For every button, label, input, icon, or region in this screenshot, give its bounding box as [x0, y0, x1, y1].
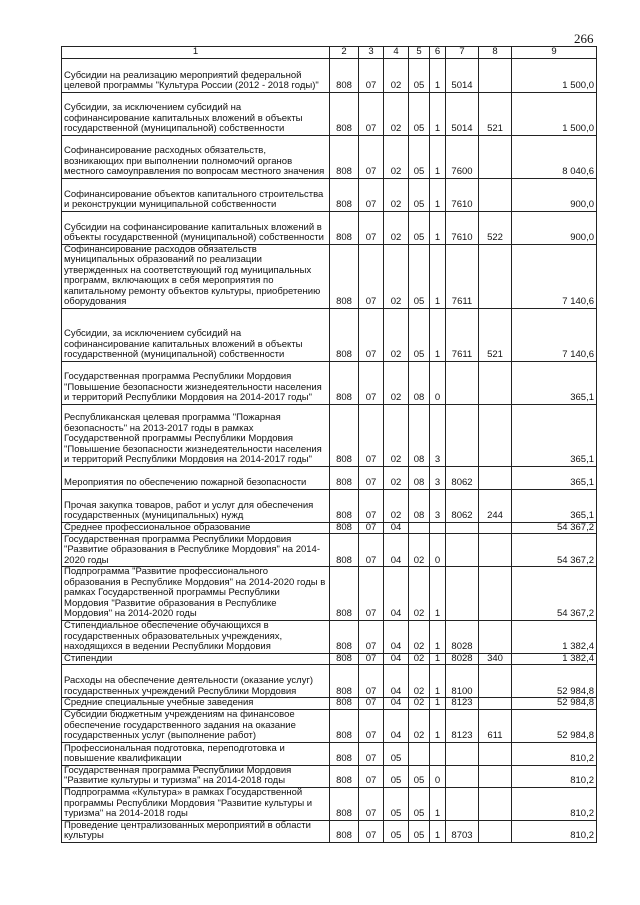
table-row: [62, 466, 597, 489]
table-row: [62, 620, 597, 653]
row-code-cell-c7: 8100: [446, 665, 479, 698]
row-code-cell-c6: 1: [430, 709, 446, 742]
row-code-cell-c5: 05: [409, 58, 430, 92]
row-code-cell-c2: 808: [330, 665, 359, 698]
row-code-cell-c7: [446, 742, 479, 765]
row-code-cell-c8: [479, 244, 512, 308]
table-row: [62, 522, 597, 534]
header-cell-6: 6: [430, 47, 446, 59]
row-code-cell-c4: 05: [384, 742, 409, 765]
row-name-cell: Субсидии, за исключением субсидий на софинансирование капитальных вложений в объекты государственной (муниципальной) собственности: [62, 308, 330, 361]
row-code-cell-c2: 808: [330, 567, 359, 621]
row-code-cell-c4: 04: [384, 567, 409, 621]
row-code-cell-c8: [479, 820, 512, 842]
row-code-cell-c6: 1: [430, 135, 446, 178]
row-code-cell-c6: 1: [430, 665, 446, 698]
row-code-cell-c6: 3: [430, 466, 446, 489]
row-code-cell-c4: 04: [384, 709, 409, 742]
table-row: [62, 135, 597, 178]
row-code-cell-c8: [479, 522, 512, 534]
row-code-cell-c5: 05: [409, 308, 430, 361]
row-code-cell-c2: 808: [330, 404, 359, 466]
row-code-cell-c6: 0: [430, 361, 446, 404]
row-code-cell-c2: 808: [330, 466, 359, 489]
table-row: [62, 698, 597, 710]
table-body: [62, 58, 597, 842]
row-amount-cell: 52 984,8: [512, 698, 597, 710]
row-code-cell-c2: 808: [330, 522, 359, 534]
row-amount-cell: 7 140,6: [512, 244, 597, 308]
row-code-cell-c4: 02: [384, 178, 409, 211]
table-row: [62, 820, 597, 842]
row-code-cell-c4: 04: [384, 522, 409, 534]
table-row: [62, 567, 597, 621]
table-row: [62, 244, 597, 308]
row-code-cell-c4: 02: [384, 135, 409, 178]
row-code-cell-c3: 07: [359, 567, 384, 621]
row-code-cell-c3: 07: [359, 92, 384, 135]
table-row: [62, 665, 597, 698]
row-code-cell-c7: [446, 765, 479, 787]
budget-table: [61, 46, 597, 843]
row-code-cell-c7: 8703: [446, 820, 479, 842]
row-code-cell-c4: 04: [384, 620, 409, 653]
row-code-cell-c2: 808: [330, 361, 359, 404]
table-row: [62, 787, 597, 820]
header-cell-9: 9: [512, 47, 597, 59]
row-code-cell-c7: 7610: [446, 211, 479, 244]
row-code-cell-c5: 05: [409, 135, 430, 178]
row-code-cell-c3: 07: [359, 361, 384, 404]
row-code-cell-c2: 808: [330, 534, 359, 567]
row-code-cell-c3: 07: [359, 787, 384, 820]
row-amount-cell: 900,0: [512, 211, 597, 244]
row-code-cell-c7: 7600: [446, 135, 479, 178]
row-code-cell-c2: 808: [330, 135, 359, 178]
row-amount-cell: 1 500,0: [512, 92, 597, 135]
row-code-cell-c4: 04: [384, 653, 409, 665]
row-code-cell-c6: 1: [430, 653, 446, 665]
row-code-cell-c8: 521: [479, 92, 512, 135]
row-code-cell-c4: 04: [384, 534, 409, 567]
row-code-cell-c6: 1: [430, 787, 446, 820]
row-code-cell-c3: 07: [359, 765, 384, 787]
row-name-cell: Проведение централизованных мероприятий в области культуры: [62, 820, 330, 842]
row-code-cell-c6: 1: [430, 178, 446, 211]
row-name-cell: Подпрограмма «Культура» в рамках Государственной программы Республики Мордовия "Развитие культуры и туризма" на 2014-2018 годы: [62, 787, 330, 820]
header-cell-3: 3: [359, 47, 384, 59]
row-code-cell-c3: 07: [359, 522, 384, 534]
row-code-cell-c2: 808: [330, 698, 359, 710]
row-code-cell-c2: 808: [330, 178, 359, 211]
row-code-cell-c3: 07: [359, 742, 384, 765]
row-code-cell-c7: [446, 361, 479, 404]
row-code-cell-c8: [479, 361, 512, 404]
row-code-cell-c2: 808: [330, 620, 359, 653]
row-code-cell-c2: 808: [330, 765, 359, 787]
row-code-cell-c2: 808: [330, 92, 359, 135]
table-row: [62, 211, 597, 244]
row-amount-cell: 54 367,2: [512, 567, 597, 621]
row-code-cell-c6: [430, 522, 446, 534]
row-code-cell-c4: 05: [384, 820, 409, 842]
row-code-cell-c2: 808: [330, 211, 359, 244]
row-name-cell: Стипендии: [62, 653, 330, 665]
row-code-cell-c5: 02: [409, 653, 430, 665]
row-code-cell-c3: 07: [359, 466, 384, 489]
row-code-cell-c4: 02: [384, 211, 409, 244]
table-row: [62, 92, 597, 135]
row-code-cell-c4: 05: [384, 765, 409, 787]
row-code-cell-c2: 808: [330, 787, 359, 820]
row-code-cell-c7: [446, 522, 479, 534]
row-name-cell: Стипендиальное обеспечение обучающихся в государственных образовательных учреждениях, находящихся в ведении Республики Мордовия: [62, 620, 330, 653]
row-name-cell: Государственная программа Республики Мордовия "Повышение безопасности жизнедеятельности населения и территорий Республики Мордовия на 2014-2017 годы": [62, 361, 330, 404]
row-name-cell: Субсидии, за исключением субсидий на софинансирование капитальных вложений в объекты государственной (муниципальной) собственности: [62, 92, 330, 135]
row-code-cell-c4: 02: [384, 489, 409, 522]
row-code-cell-c4: 02: [384, 466, 409, 489]
row-code-cell-c6: 1: [430, 620, 446, 653]
row-code-cell-c6: 0: [430, 534, 446, 567]
row-code-cell-c3: 07: [359, 178, 384, 211]
row-code-cell-c8: [479, 567, 512, 621]
row-name-cell: Республиканская целевая программа "Пожарная безопасность" на 2013-2017 годы в рамках Государственной программы Республики Мордовия "Повышение безопасности жизнедеятельности населения и территорий Республики Мордовия на 2014-2017 годы": [62, 404, 330, 466]
row-name-cell: Субсидии на реализацию мероприятий федеральной целевой программы "Культура России (2012 - 2018 годы)": [62, 58, 330, 92]
row-code-cell-c4: 02: [384, 92, 409, 135]
row-code-cell-c2: 808: [330, 709, 359, 742]
table-row: [62, 742, 597, 765]
row-amount-cell: 8 040,6: [512, 135, 597, 178]
row-code-cell-c8: [479, 466, 512, 489]
row-code-cell-c7: [446, 534, 479, 567]
row-amount-cell: 810,2: [512, 765, 597, 787]
row-name-cell: Профессиональная подготовка, переподготовка и повышение квалификации: [62, 742, 330, 765]
row-code-cell-c8: [479, 620, 512, 653]
row-name-cell: Софинансирование объектов капитального строительства и реконструкции муниципальной собственности: [62, 178, 330, 211]
row-code-cell-c8: [479, 404, 512, 466]
row-amount-cell: 810,2: [512, 742, 597, 765]
page-number: 266: [574, 31, 594, 46]
row-name-cell: Средние специальные учебные заведения: [62, 698, 330, 710]
table-row: [62, 489, 597, 522]
row-amount-cell: 365,1: [512, 404, 597, 466]
row-code-cell-c4: 02: [384, 308, 409, 361]
row-code-cell-c4: 04: [384, 698, 409, 710]
table-row: [62, 653, 597, 665]
row-code-cell-c4: 02: [384, 244, 409, 308]
row-code-cell-c2: 808: [330, 308, 359, 361]
row-code-cell-c8: [479, 698, 512, 710]
row-code-cell-c6: 1: [430, 58, 446, 92]
row-code-cell-c8: 521: [479, 308, 512, 361]
row-code-cell-c2: 808: [330, 820, 359, 842]
row-code-cell-c3: 07: [359, 308, 384, 361]
table-header-row: [62, 47, 597, 59]
row-code-cell-c3: 07: [359, 404, 384, 466]
row-code-cell-c3: 07: [359, 211, 384, 244]
row-amount-cell: 365,1: [512, 361, 597, 404]
row-code-cell-c2: 808: [330, 244, 359, 308]
row-code-cell-c5: 05: [409, 178, 430, 211]
row-code-cell-c6: 1: [430, 244, 446, 308]
row-code-cell-c5: [409, 742, 430, 765]
row-code-cell-c8: [479, 765, 512, 787]
row-code-cell-c5: 05: [409, 244, 430, 308]
row-code-cell-c5: 05: [409, 820, 430, 842]
row-code-cell-c6: 1: [430, 820, 446, 842]
row-code-cell-c6: 1: [430, 92, 446, 135]
row-amount-cell: 54 367,2: [512, 522, 597, 534]
row-code-cell-c5: 02: [409, 698, 430, 710]
row-code-cell-c3: 07: [359, 244, 384, 308]
row-code-cell-c3: 07: [359, 489, 384, 522]
row-amount-cell: 900,0: [512, 178, 597, 211]
row-code-cell-c4: 02: [384, 404, 409, 466]
row-code-cell-c7: 7610: [446, 178, 479, 211]
row-name-cell: Софинансирование расходных обязательств, возникающих при выполнении полномочий органов местного самоуправления по вопросам местного значения: [62, 135, 330, 178]
row-code-cell-c3: 07: [359, 653, 384, 665]
row-code-cell-c7: 5014: [446, 92, 479, 135]
row-code-cell-c8: [479, 58, 512, 92]
table-row: [62, 178, 597, 211]
row-code-cell-c8: 522: [479, 211, 512, 244]
row-code-cell-c2: 808: [330, 489, 359, 522]
row-code-cell-c4: 02: [384, 361, 409, 404]
row-code-cell-c3: 07: [359, 698, 384, 710]
table-row: [62, 361, 597, 404]
row-code-cell-c5: 08: [409, 466, 430, 489]
row-code-cell-c5: [409, 522, 430, 534]
row-code-cell-c8: [479, 665, 512, 698]
row-name-cell: Государственная программа Республики Мордовия "Развитие культуры и туризма" на 2014-2018 годы: [62, 765, 330, 787]
table-row: [62, 534, 597, 567]
row-code-cell-c7: 8062: [446, 489, 479, 522]
row-code-cell-c2: 808: [330, 653, 359, 665]
row-code-cell-c6: 0: [430, 765, 446, 787]
row-code-cell-c3: 07: [359, 135, 384, 178]
row-code-cell-c3: 07: [359, 58, 384, 92]
row-code-cell-c4: 04: [384, 665, 409, 698]
row-code-cell-c7: 7611: [446, 244, 479, 308]
row-code-cell-c8: [479, 787, 512, 820]
row-amount-cell: 52 984,8: [512, 665, 597, 698]
row-name-cell: Мероприятия по обеспечению пожарной безопасности: [62, 466, 330, 489]
row-code-cell-c7: [446, 567, 479, 621]
row-code-cell-c8: 340: [479, 653, 512, 665]
row-name-cell: Прочая закупка товаров, работ и услуг для обеспечения государственных (муниципальных) нужд: [62, 489, 330, 522]
row-code-cell-c8: [479, 135, 512, 178]
row-code-cell-c3: 07: [359, 820, 384, 842]
row-amount-cell: 365,1: [512, 489, 597, 522]
row-name-cell: Подпрограмма "Развитие профессионального образования в Республике Мордовия" на 2014-2020 годы в рамках Государственной программы Республики Мордовия "Развитие образования в Республике Мордовия" на 2014-2020 годы: [62, 567, 330, 621]
row-code-cell-c6: 1: [430, 308, 446, 361]
row-name-cell: Расходы на обеспечение деятельности (оказание услуг) государственных учреждений Республики Мордовия: [62, 665, 330, 698]
row-code-cell-c6: 3: [430, 489, 446, 522]
row-name-cell: Софинансирование расходов обязательств муниципальных образований по реализации утвержденных на соответствующий год муниципальных программ, включающих в себя мероприятия по капитальному ремонту объектов культуры, приобретению оборудования: [62, 244, 330, 308]
row-code-cell-c3: 07: [359, 620, 384, 653]
header-cell-5: 5: [409, 47, 430, 59]
row-amount-cell: 1 382,4: [512, 653, 597, 665]
table-row: [62, 404, 597, 466]
row-code-cell-c8: 244: [479, 489, 512, 522]
row-code-cell-c6: 3: [430, 404, 446, 466]
row-code-cell-c7: [446, 404, 479, 466]
row-code-cell-c7: 5014: [446, 58, 479, 92]
table-row: [62, 765, 597, 787]
row-code-cell-c8: [479, 178, 512, 211]
row-amount-cell: 1 500,0: [512, 58, 597, 92]
row-code-cell-c8: 611: [479, 709, 512, 742]
row-code-cell-c4: 02: [384, 58, 409, 92]
row-code-cell-c5: 02: [409, 709, 430, 742]
row-code-cell-c5: 02: [409, 567, 430, 621]
row-name-cell: Государственная программа Республики Мордовия "Развитие образования в Республике Мордовия" на 2014-2020 годы: [62, 534, 330, 567]
row-code-cell-c7: [446, 787, 479, 820]
row-code-cell-c6: [430, 742, 446, 765]
header-cell-8: 8: [479, 47, 512, 59]
row-code-cell-c5: 02: [409, 665, 430, 698]
row-amount-cell: 810,2: [512, 787, 597, 820]
row-code-cell-c3: 07: [359, 665, 384, 698]
row-code-cell-c7: 8123: [446, 709, 479, 742]
row-code-cell-c5: 02: [409, 534, 430, 567]
row-amount-cell: 54 367,2: [512, 534, 597, 567]
header-cell-2: 2: [330, 47, 359, 59]
row-code-cell-c5: 08: [409, 361, 430, 404]
row-amount-cell: 365,1: [512, 466, 597, 489]
row-code-cell-c5: 05: [409, 211, 430, 244]
row-code-cell-c5: 08: [409, 404, 430, 466]
row-code-cell-c5: 02: [409, 620, 430, 653]
row-code-cell-c7: 8028: [446, 653, 479, 665]
row-code-cell-c7: 7611: [446, 308, 479, 361]
row-code-cell-c6: 1: [430, 698, 446, 710]
row-code-cell-c7: 8028: [446, 620, 479, 653]
row-name-cell: Субсидии на софинансирование капитальных вложений в объекты государственной (муниципальной) собственности: [62, 211, 330, 244]
row-code-cell-c8: [479, 534, 512, 567]
header-cell-1: 1: [62, 47, 330, 59]
row-code-cell-c5: 05: [409, 787, 430, 820]
row-amount-cell: 1 382,4: [512, 620, 597, 653]
row-amount-cell: 7 140,6: [512, 308, 597, 361]
row-amount-cell: 810,2: [512, 820, 597, 842]
row-code-cell-c2: 808: [330, 58, 359, 92]
header-cell-7: 7: [446, 47, 479, 59]
header-cell-4: 4: [384, 47, 409, 59]
table-row: [62, 308, 597, 361]
table-row: [62, 58, 597, 92]
row-name-cell: Среднее профессиональное образование: [62, 522, 330, 534]
row-name-cell: Субсидии бюджетным учреждениям на финансовое обеспечение государственного задания на оказание государственных услуг (выполнение работ): [62, 709, 330, 742]
row-code-cell-c8: [479, 742, 512, 765]
row-code-cell-c7: 8123: [446, 698, 479, 710]
row-code-cell-c4: 05: [384, 787, 409, 820]
table-row: [62, 709, 597, 742]
row-code-cell-c5: 08: [409, 489, 430, 522]
row-code-cell-c6: 1: [430, 211, 446, 244]
row-code-cell-c3: 07: [359, 709, 384, 742]
row-code-cell-c5: 05: [409, 765, 430, 787]
row-code-cell-c5: 05: [409, 92, 430, 135]
row-code-cell-c7: 8062: [446, 466, 479, 489]
row-code-cell-c2: 808: [330, 742, 359, 765]
row-code-cell-c3: 07: [359, 534, 384, 567]
row-code-cell-c6: 1: [430, 567, 446, 621]
row-amount-cell: 52 984,8: [512, 709, 597, 742]
